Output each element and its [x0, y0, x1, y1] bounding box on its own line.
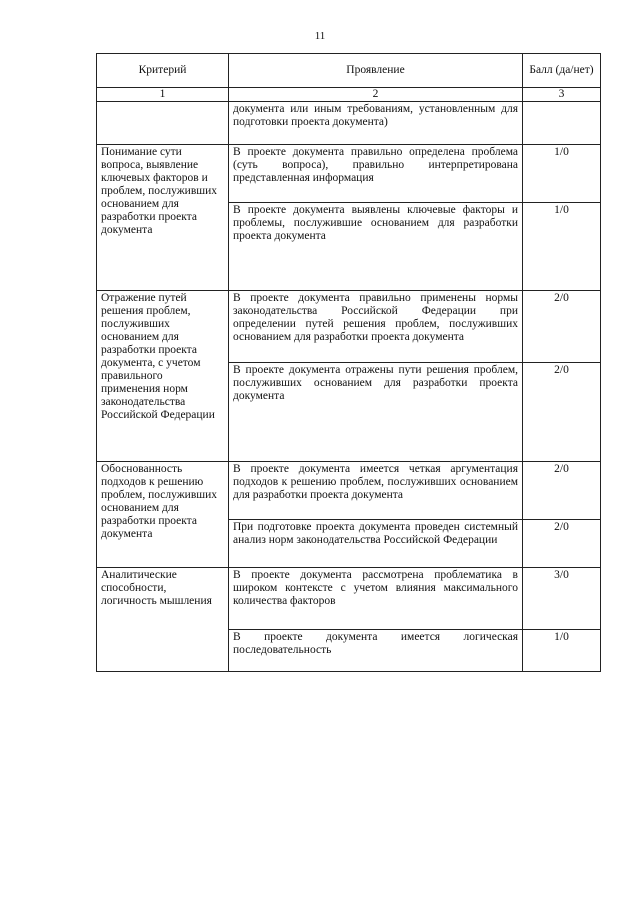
- score-cell: 2/0: [523, 291, 601, 363]
- column-number-row: [97, 88, 601, 102]
- header-criterion: Критерий: [97, 54, 229, 88]
- manifestation-cell: В проекте документа отражены пути решения проблем, послуживших основанием для разработки проекта документа: [229, 363, 523, 462]
- header-row: [97, 54, 601, 88]
- criterion-cell: Понимание сути вопроса, выявление ключевых факторов и проблем, послуживших основанием для разработки проекта документа: [97, 145, 229, 291]
- criterion-cell: Отражение путей решения проблем, послуживших основанием для разработки проекта документа, с учетом правильного применения норм законодательства Российской Федерации: [97, 291, 229, 462]
- column-number: 1: [97, 88, 229, 102]
- score-cell: 1/0: [523, 145, 601, 203]
- criterion-cell-empty: [97, 102, 229, 145]
- criterion-cell: Аналитические способности, логичность мышления: [97, 568, 229, 672]
- manifestation-cell: При подготовке проекта документа проведен системный анализ норм законодательства Российской Федерации: [229, 520, 523, 568]
- criteria-table: [96, 53, 601, 672]
- criterion-cell: Обоснованность подходов к решению проблем, послуживших основанием для разработки проекта документа: [97, 462, 229, 568]
- header-score: Балл (да/нет): [523, 54, 601, 88]
- table-row: [97, 291, 601, 363]
- score-cell: 2/0: [523, 462, 601, 520]
- table-row: [97, 102, 601, 145]
- manifestation-cell: В проекте документа рассмотрена проблематика в широком контексте с учетом влияния максимального количества факторов: [229, 568, 523, 630]
- score-cell: 2/0: [523, 520, 601, 568]
- page-number: 11: [314, 30, 326, 42]
- manifestation-cell: В проекте документа имеется четкая аргументация подходов к решению проблем, послуживших основанием для разработки проекта документа: [229, 462, 523, 520]
- table-row: [97, 462, 601, 520]
- manifestation-cell: В проекте документа выявлены ключевые факторы и проблемы, послужившие основанием для разработки проекта документа: [229, 203, 523, 291]
- score-cell: 1/0: [523, 630, 601, 672]
- score-cell: 3/0: [523, 568, 601, 630]
- manifestation-cell: документа или иным требованиям, установленным для подготовки проекта документа): [229, 102, 523, 145]
- score-cell: 2/0: [523, 363, 601, 462]
- table-row: [97, 145, 601, 203]
- manifestation-cell: В проекте документа правильно применены нормы законодательства Российской Федерации при определении путей решения проблем, послуживших основанием для разработки проекта документа: [229, 291, 523, 363]
- manifestation-cell: В проекте документа имеется логическая последовательность: [229, 630, 523, 672]
- score-cell-empty: [523, 102, 601, 145]
- table-row: [97, 568, 601, 630]
- column-number: 3: [523, 88, 601, 102]
- manifestation-cell: В проекте документа правильно определена проблема (суть вопроса), правильно интерпретирована представленная информация: [229, 145, 523, 203]
- column-number: 2: [229, 88, 523, 102]
- score-cell: 1/0: [523, 203, 601, 291]
- header-manifestation: Проявление: [229, 54, 523, 88]
